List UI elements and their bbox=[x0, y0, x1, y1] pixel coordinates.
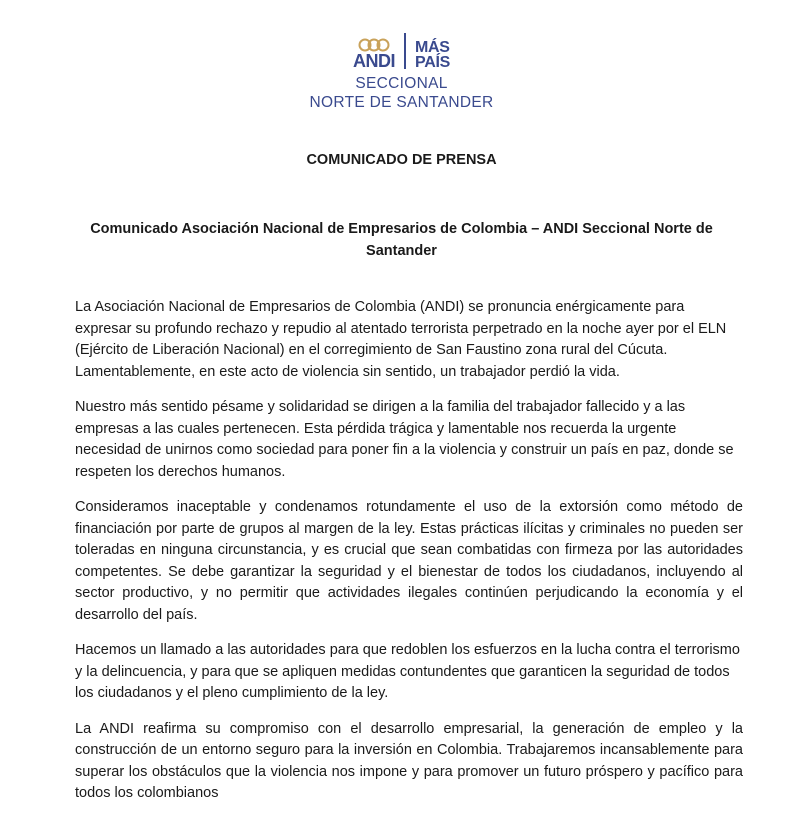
document-body bbox=[75, 297, 743, 819]
document-title: COMUNICADO DE PRENSA bbox=[306, 152, 497, 168]
logo-row bbox=[353, 28, 450, 70]
mas-text: MÁS bbox=[415, 39, 450, 56]
andi-emblem-icon bbox=[357, 38, 391, 52]
logo bbox=[0, 28, 803, 112]
paragraph-3: Consideramos inaceptable y condenamos rotundamente el uso de la extorsión como método de financiación por parte de grupos al margen de la ley. Estas prácticas ilícitas y criminales no pueden ser toleradas en ninguna circunstancia, y es crucial que sean combatidas con firmeza por las autoridades competentes. Se debe garantizar la seguridad y el bienestar de todos los ciudadanos, incluyendo al sector productivo, y no permitir que actividades ilegales continúen perjudicando la economía y el desarrollo del país. bbox=[75, 499, 743, 623]
mas-pais-logo bbox=[415, 40, 450, 70]
paragraph-4: Hacemos un llamado a las autoridades para que redoblen los esfuerzos en la lucha contra el terrorismo y la delincuencia, y para que se apliquen medidas contundentes que garanticen la seguridad de todos los ciudadanos y el pleno cumplimiento de la ley. bbox=[75, 642, 740, 701]
paragraph-2: Nuestro más sentido pésame y solidaridad se dirigen a la familia del trabajador fallecido y a las empresas a las cuales pertenecen. Esta pérdida trágica y lamentable nos recuerda la urgente necesidad de unirnos como sociedad para poner fin a la violencia y construir un país en paz, donde se respeten los derechos humanos. bbox=[75, 399, 734, 480]
paragraph-1: La Asociación Nacional de Empresarios de Colombia (ANDI) se pronuncia enérgicamente para expresar su profundo rechazo y repudio al atentado terrorista perpetrado en la noche ayer por el ELN (Ejército de Liberación Nacional) en el corregimiento de San Faustino zona rural del Cúcuta. Lamentablemente, en este acto de violencia sin sentido, un trabajador perdió la vida. bbox=[75, 299, 727, 380]
seccional-label bbox=[310, 74, 494, 112]
andi-brand-text: ANDI bbox=[353, 51, 396, 71]
logo-divider bbox=[404, 33, 406, 69]
pais-text: PAÍS bbox=[415, 54, 450, 71]
paragraph-5: La ANDI reafirma su compromiso con el desarrollo empresarial, la generación de empleo y la construcción de un entorno seguro para la inversión en Colombia. Trabajaremos incansablemente para superar los obstáculos que la violencia nos impone y para promover un futuro próspero y pacífico para todos los colombianos bbox=[75, 720, 743, 801]
andi-logo bbox=[353, 38, 395, 70]
seccional-line1: SECCIONAL bbox=[355, 75, 448, 92]
document-subtitle: Comunicado Asociación Nacional de Empresarios de Colombia – ANDI Seccional Norte de Santander bbox=[90, 221, 713, 259]
seccional-line2: NORTE DE SANTANDER bbox=[309, 94, 494, 111]
